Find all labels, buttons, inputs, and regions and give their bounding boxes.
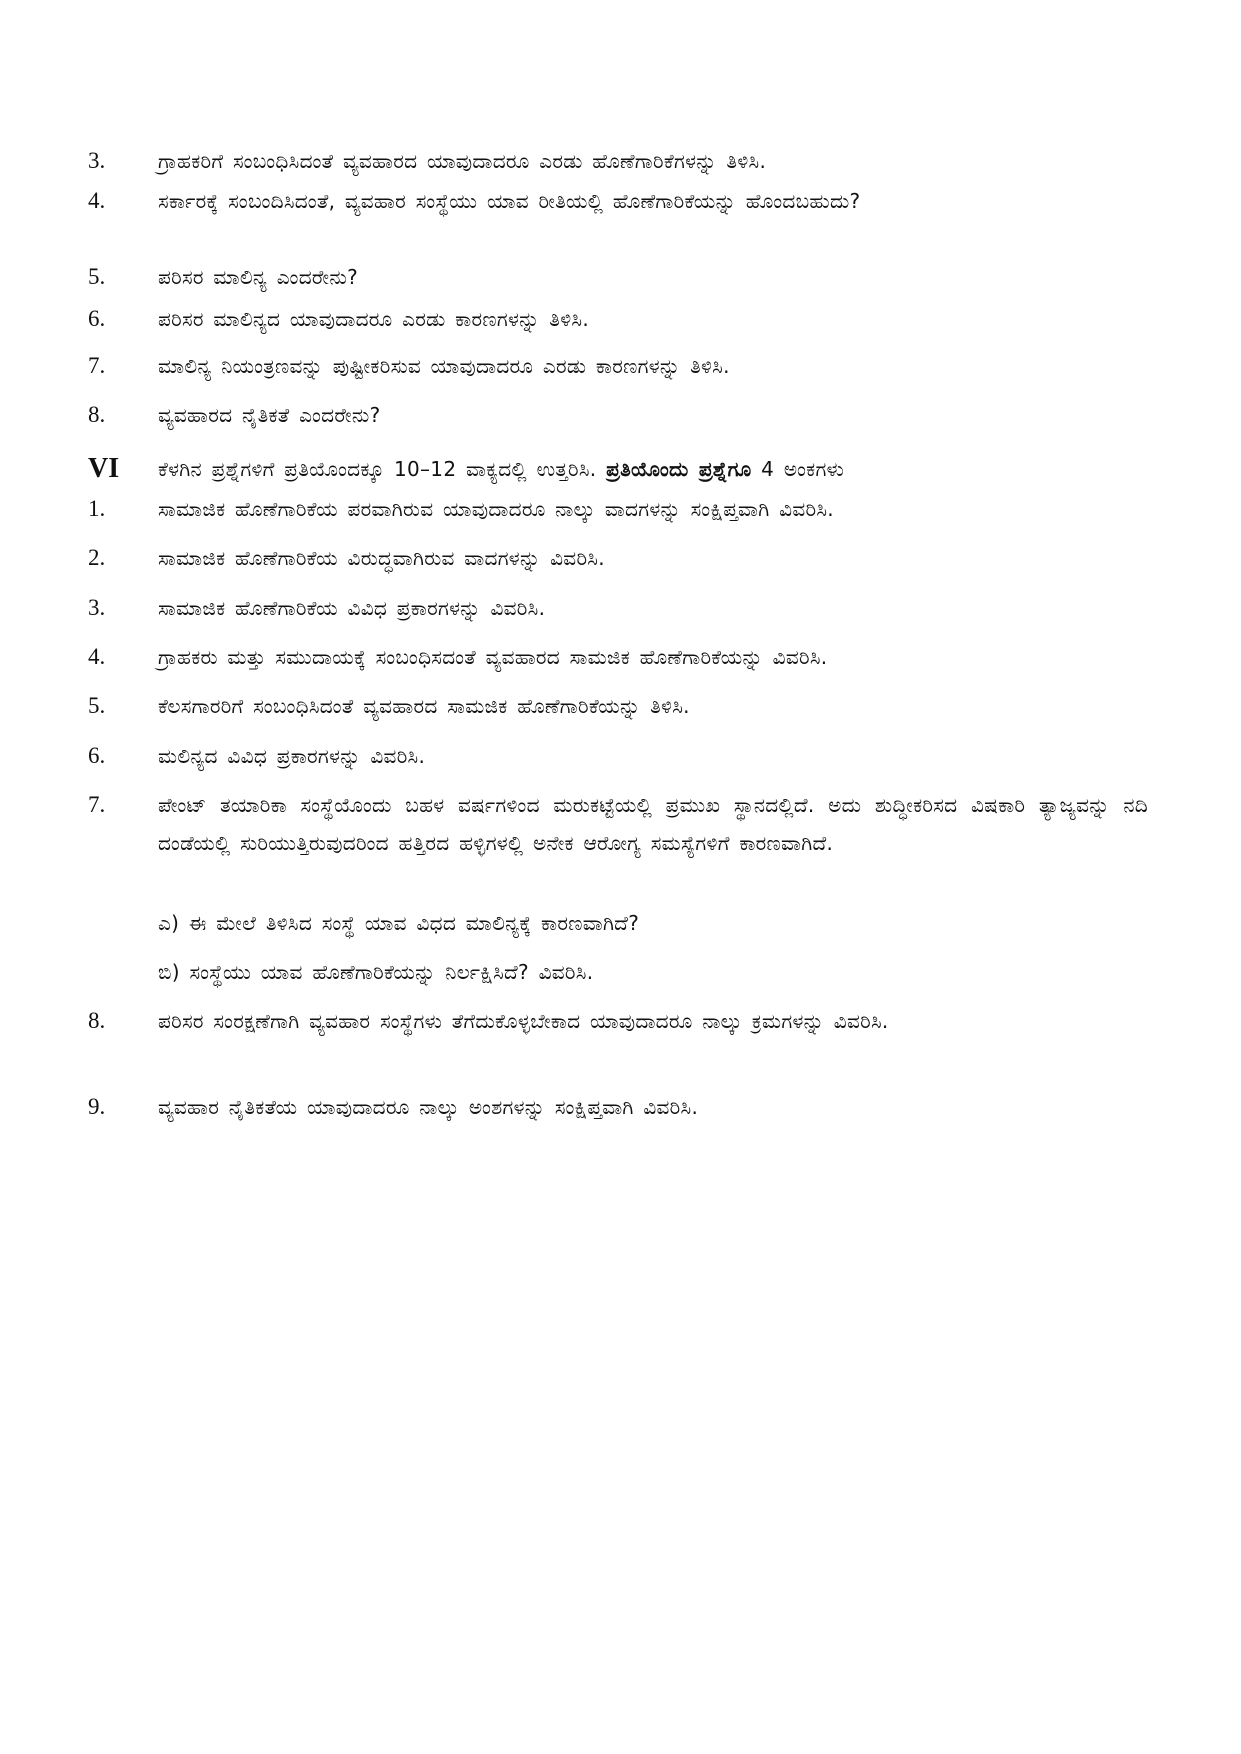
question-number: 4. xyxy=(88,188,106,213)
instruction-text: ಕೆಳಗಿನ ಪ್ರಶ್ನೆಗಳಿಗೆ ಪ್ರತಿಯೊಂದಕ್ಕೂ 10–12 ವಾಕ್ಯದಲ್ಲಿ ಉತ್ತರಿಸಿ. xyxy=(158,457,597,481)
question-number: 5. xyxy=(88,693,106,718)
question-text: ಪರಿಸರ ಸಂರಕ್ಷಣೆಗಾಗಿ ವ್ಯವಹಾರ ಸಂಸ್ಥೆಗಳು ತೆಗೆದುಕೊಳ್ಳಬೇಕಾದ ಯಾವುದಾದರೂ ನಾಲ್ಕು ಕ್ರಮಗಳನ್ನು ವಿವರಿಸಿ. xyxy=(158,1009,889,1033)
question-text: ಸಾಮಾಜಿಕ ಹೊಣೆಗಾರಿಕೆಯ ವಿರುದ್ಧವಾಗಿರುವ ವಾದಗಳನ್ನು ವಿವರಿಸಿ. xyxy=(158,546,605,570)
question-number: 9. xyxy=(88,1094,106,1119)
question-number: 3. xyxy=(88,595,106,620)
question-number: 1. xyxy=(88,496,106,521)
question-number: 7. xyxy=(88,792,106,817)
question-number: 8. xyxy=(88,1008,106,1033)
question-number: 3. xyxy=(88,148,106,173)
question-text: ಗ್ರಾಹಕರು ಮತ್ತು ಸಮುದಾಯಕ್ಕೆ ಸಂಬಂಧಿಸದಂತೆ ವ್ಯವಹಾರದ ಸಾಮಜಿಕ ಹೊಣೆಗಾರಿಕೆಯನ್ನು ವಿವರಿಸಿ. xyxy=(158,645,828,669)
question-text: ಪೇಂಟ್ ತಯಾರಿಕಾ ಸಂಸ್ಥೆಯೊಂದು ಬಹಳ ವರ್ಷಗಳಿಂದ ಮರುಕಟ್ಟೆಯಲ್ಲಿ ಪ್ರಮುಖ ಸ್ಥಾನದಲ್ಲಿದೆ. ಅದು ಶುದ್ಧೀಕರಿಸದ ವಿಷಕಾರಿ ತ್ಯಾಜ್ಯವನ್ನು ನದಿ ದಂಡೆಯಲ್ಲಿ ಸುರಿಯುತ್ತಿರುವುದರಿಂದ ಹತ್ತಿರದ ಹಳ್ಳಿಗಳಲ್ಲಿ ಅನೇಕ ಆರೋಗ್ಯ ಸಮಸ್ಯೆಗಳಿಗೆ ಕಾರಣವಾಗಿದೆ. xyxy=(158,793,1148,855)
question-text: ಮಾಲಿನ್ಯ ನಿಯಂತ್ರಣವನ್ನು ಪುಷ್ಟೀಕರಿಸುವ ಯಾವುದಾದರೂ ಎರಡು ಕಾರಣಗಳನ್ನು ತಿಳಿಸಿ. xyxy=(158,354,730,378)
section-instruction xyxy=(158,450,1148,488)
marks-label: ಪ್ರತಿಯೊಂದು ಪ್ರಶ್ನೆಗೂ xyxy=(606,457,752,481)
question-text: ಸಾಮಾಜಿಕ ಹೊಣೆಗಾರಿಕೆಯ ಪರವಾಗಿರುವ ಯಾವುದಾದರೂ ನಾಲ್ಕು ವಾದಗಳನ್ನು ಸಂಕ್ಷಿಪ್ತವಾಗಿ ವಿವರಿಸಿ. xyxy=(158,497,834,521)
question-text: ವ್ಯವಹಾರ ನೈತಿಕತೆಯ ಯಾವುದಾದರೂ ನಾಲ್ಕು ಅಂಶಗಳನ್ನು ಸಂಕ್ಷಿಪ್ತವಾಗಿ ವಿವರಿಸಿ. xyxy=(158,1095,699,1119)
question-text: ಸಾಮಾಜಿಕ ಹೊಣೆಗಾರಿಕೆಯ ವಿವಿಧ ಪ್ರಕಾರಗಳನ್ನು ವಿವರಿಸಿ. xyxy=(158,596,546,620)
question-text: ಮಲಿನ್ಯದ ವಿವಿಧ ಪ್ರಕಾರಗಳನ್ನು ವಿವರಿಸಿ. xyxy=(158,744,426,768)
question-number: 8. xyxy=(88,402,106,427)
question-number: 7. xyxy=(88,353,106,378)
question-number: 5. xyxy=(88,264,106,289)
question-text: ವ್ಯವಹಾರದ ನೈತಿಕತೆ ಎಂದರೇನು? xyxy=(158,403,381,427)
question-text: ಕೆಲಸಗಾರರಿಗೆ ಸಂಬಂಧಿಸಿದಂತೆ ವ್ಯವಹಾರದ ಸಾಮಜಿಕ ಹೊಣೆಗಾರಿಕೆಯನ್ನು ತಿಳಿಸಿ. xyxy=(158,694,690,718)
question-number: 6. xyxy=(88,743,106,768)
question-text: ಪರಿಸರ ಮಾಲಿನ್ಯ ಎಂದರೇನು? xyxy=(158,265,359,289)
question-number: 2. xyxy=(88,545,106,570)
marks-value: 4 ಅಂಕಗಳು xyxy=(761,457,845,481)
question-number: 4. xyxy=(88,644,106,669)
question-text: ಗ್ರಾಹಕರಿಗೆ ಸಂಬಂಧಿಸಿದಂತೆ ವ್ಯವಹಾರದ ಯಾವುದಾದರೂ ಎರಡು ಹೊಣೆಗಾರಿಕೆಗಳನ್ನು ತಿಳಿಸಿ. xyxy=(158,149,767,173)
question-number: 6. xyxy=(88,306,106,331)
question-text: ಪರಿಸರ ಮಾಲಿನ್ಯದ ಯಾವುದಾದರೂ ಎರಡು ಕಾರಣಗಳನ್ನು ತಿಳಿಸಿ. xyxy=(158,307,589,331)
section-numeral: VI xyxy=(88,453,120,484)
sub-question-text: ಬಿ) ಸಂಸ್ಥೆಯು ಯಾವ ಹೊಣೆಗಾರಿಕೆಯನ್ನು ನಿರ್ಲಕ್ಷಿಸಿದೆ? ವಿವರಿಸಿ. xyxy=(158,960,594,984)
question-text: ಸರ್ಕಾರಕ್ಕೆ ಸಂಬಂದಿಸಿದಂತೆ, ವ್ಯವಹಾರ ಸಂಸ್ಥೆಯು ಯಾವ ರೀತಿಯಲ್ಲಿ ಹೊಣೆಗಾರಿಕೆಯನ್ನು ಹೊಂದಬಹುದು? xyxy=(158,189,861,213)
sub-question-text: ಎ) ಈ ಮೇಲೆ ತಿಳಿಸಿದ ಸಂಸ್ಥೆ ಯಾವ ವಿಧದ ಮಾಲಿನ್ಯಕ್ಕೆ ಕಾರಣವಾಗಿದೆ? xyxy=(158,911,640,935)
